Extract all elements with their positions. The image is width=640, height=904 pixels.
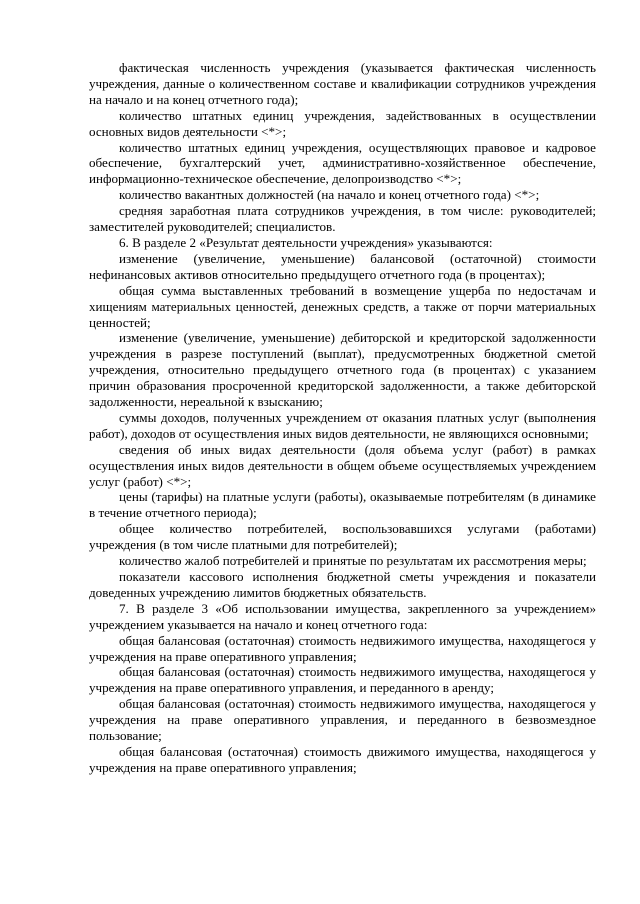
paragraph: изменение (увеличение, уменьшение) дебиторской и кредиторской задолженности учреждения в разрезе поступлений (выплат), предусмотренных бюджетной сметой учреждения, относительно предыдущего отчетного года (в процентах) с указанием причин образования просроченной кредиторской задолженности, а также дебиторской задолженности, нереальной к взысканию;	[89, 330, 596, 410]
paragraph: средняя заработная плата сотрудников учреждения, в том числе: руководителей; заместителей руководителей; специалистов.	[89, 203, 596, 235]
paragraph: общее количество потребителей, воспользовавшихся услугами (работами) учреждения (в том числе платными для потребителей);	[89, 521, 596, 553]
paragraph: общая балансовая (остаточная) стоимость недвижимого имущества, находящегося у учреждения на праве оперативного управления, и переданного в аренду;	[89, 664, 596, 696]
paragraph: количество штатных единиц учреждения, осуществляющих правовое и кадровое обеспечение, бухгалтерский учет, административно-хозяйственное обеспечение, информационно-техническое обеспечение, делопроизводство <*>;	[89, 139, 596, 187]
paragraph: общая балансовая (остаточная) стоимость движимого имущества, находящегося у учреждения на праве оперативного управления;	[89, 743, 596, 775]
paragraph: общая сумма выставленных требований в возмещение ущерба по недостачам и хищениям материальных ценностей, денежных средств, а также от порчи материальных ценностей;	[89, 282, 596, 330]
paragraph: фактическая численность учреждения (указывается фактическая численность учреждения, данные о количественном составе и квалификации сотрудников учреждения на начало и на конец отчетного года);	[89, 60, 596, 107]
paragraph: сведения об иных видах деятельности (доля объема услуг (работ) в рамках осуществления иных видов деятельности в общем объеме осуществляемых учреждением услуг (работ) <*>;	[89, 441, 596, 489]
paragraph: общая балансовая (остаточная) стоимость недвижимого имущества, находящегося у учреждения на праве оперативного управления;	[89, 632, 596, 664]
paragraph: количество вакантных должностей (на начало и конец отчетного года) <*>;	[119, 187, 540, 203]
document-page	[89, 60, 596, 776]
paragraph: общая балансовая (остаточная) стоимость недвижимого имущества, находящегося у учреждения на праве оперативного управления, и переданного в безвозмездное пользование;	[89, 696, 596, 744]
section-3-heading: 7. В разделе 3 «Об использовании имущества, закрепленного за учреждением» учреждением указывается на начало и конец отчетного года:	[89, 600, 596, 632]
paragraph: количество жалоб потребителей и принятые по результатам их рассмотрения меры;	[119, 553, 587, 569]
section-2-heading: 6. В разделе 2 «Результат деятельности учреждения» указываются:	[119, 234, 493, 250]
paragraph: суммы доходов, полученных учреждением от оказания платных услуг (выполнения работ), доходов от осуществления иных видов деятельности, не являющихся основными;	[89, 409, 596, 441]
paragraph: цены (тарифы) на платные услуги (работы), оказываемые потребителям (в динамике в течение отчетного периода);	[89, 489, 596, 521]
paragraph: количество штатных единиц учреждения, задействованных в осуществлении основных видов деятельности <*>;	[89, 107, 596, 139]
paragraph: показатели кассового исполнения бюджетной сметы учреждения и показатели доведенных учреждению лимитов бюджетных обязательств.	[89, 569, 596, 600]
paragraph: изменение (увеличение, уменьшение) балансовой (остаточной) стоимости нефинансовых активов относительно предыдущего отчетного года (в процентах);	[89, 250, 596, 282]
